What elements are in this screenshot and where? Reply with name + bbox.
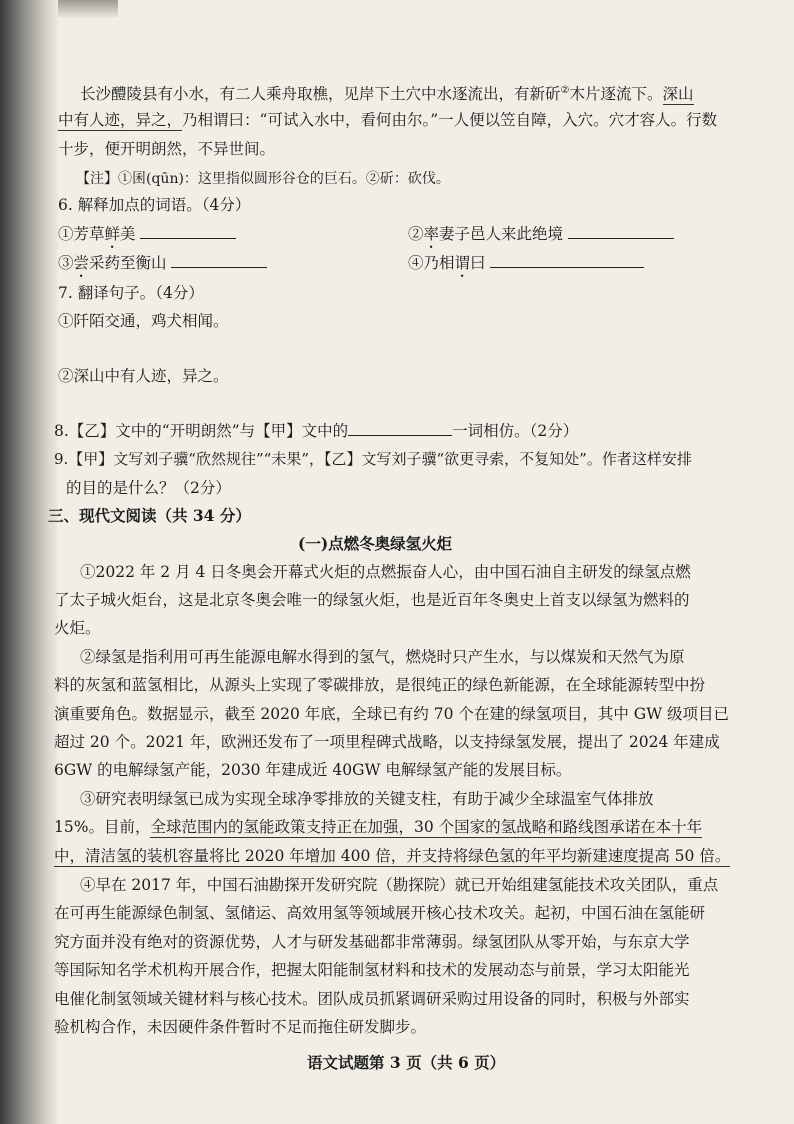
- question-text: 8.【乙】文中的“开明朗然”与【甲】文中的: [54, 422, 349, 440]
- question-7-sentence-1: ①阡陌交通，鸡犬相闻。: [58, 312, 229, 330]
- question-9-line-1: 9.【甲】文写刘子骥“欣然规往”“未果”，【乙】文写刘子骥“欲更寻索，不复知处”。作者这样安排: [54, 450, 692, 468]
- passage-text: 木片逐流下。: [569, 85, 663, 104]
- article-p3-line-2: [54, 816, 702, 838]
- passage-line-2: [58, 109, 717, 131]
- article-p2-line-3: 演重要角色。数据显示，截至 2020 年底，全球已有约 70 个在建的绿氢项目，其中 GW 级项目已: [54, 705, 730, 723]
- passage-note: 【注】①囷(qūn)：这里指似圆形谷仓的巨石。②斫：砍伐。: [76, 171, 450, 187]
- passage-line-3: 十步，便开明朗然，不异世间。: [58, 140, 276, 158]
- article-p2-line-1: ②绿氢是指利用可再生能源电解水得到的氢气，燃烧时只产生水，与以煤炭和天然气为原: [80, 648, 685, 666]
- question-6-item-2: [408, 223, 674, 252]
- article-p4-line-3: 究方面并没有绝对的资源优势，人才与研发基础都非常薄弱。绿氢团队从零开始，与东京大学: [54, 933, 690, 951]
- article-p4-line-6: 验机构合作，未因硬件条件暂时不足而拖住研发脚步。: [54, 1018, 427, 1036]
- article-p2-line-4: 超过 20 个。2021 年，欧洲还发布了一项里程碑式战略，以支持绿氢发展，提出了 2024 年建成: [54, 733, 720, 751]
- article-p2-line-2: 料的灰氢和蓝氢相比，从源头上实现了零碳排放，是很纯正的绿色新能源，在全球能源转型中扮: [54, 676, 706, 694]
- article-p4-line-1: ④早在 2017 年，中国石油勘探开发研究院（勘探院）就已开始组建氢能技术攻关团队，重点: [80, 876, 719, 894]
- article-p4-line-4: 等国际知名学术机构开展合作，把握太阳能制氢材料和技术的发展动态与前景，学习太阳能光: [54, 961, 690, 979]
- dotted-word: 谓: [454, 254, 471, 272]
- item-text: ④乃相: [408, 254, 455, 272]
- article-p1-line-3: 火炬。: [54, 619, 101, 637]
- dotted-word: 鲜: [104, 225, 121, 243]
- answer-blank[interactable]: [140, 224, 236, 239]
- article-p1-line-2: 了太子城火炬台，这是北京冬奥会唯一的绿氢火炬，也是近百年冬奥史上首支以绿氢为燃料的: [54, 591, 690, 609]
- passage-line-1: [80, 80, 694, 105]
- answer-blank[interactable]: [348, 421, 452, 436]
- article-text: 15%。目前，: [54, 818, 151, 836]
- page-footer: 语文试题第 3 页（共 6 页）: [307, 1053, 506, 1072]
- question-8: [54, 420, 578, 442]
- item-text: 妻子邑人来此绝境: [439, 225, 564, 243]
- question-7-sentence-2: ②深山中有人迹，异之。: [58, 367, 229, 385]
- item-text: ①芳草: [58, 225, 105, 243]
- item-text: 曰: [470, 254, 486, 272]
- passage-text: 乃相谓曰：“可试入水中，看何由尔。”一人便以笠自障，入穴。穴才容人。行数: [182, 111, 718, 129]
- question-6-item-4: [408, 252, 644, 281]
- underlined-text: 全球范围内的氢能政策支持正在加强，30 个国家的氢战略和路线图承诺在本十年: [150, 818, 703, 836]
- item-text: ②: [408, 225, 424, 243]
- answer-blank[interactable]: [568, 224, 674, 239]
- question-7-stem: 7. 翻译句子。（4分）: [58, 284, 204, 302]
- question-6-item-3: [58, 252, 267, 281]
- underlined-text: 中有人迹，异之，: [58, 111, 183, 129]
- underlined-text: 深山: [662, 85, 694, 104]
- question-6-item-1: [58, 223, 236, 252]
- passage-text: 长沙醴陵县有小水，有二人乘舟取樵，见岸下土穴中水逐流出，有新斫: [80, 85, 561, 104]
- article-p2-line-5: 6GW 的电解绿氢产能，2030 年建成近 40GW 电解绿氢产能的发展目标。: [54, 761, 572, 779]
- exam-page: [48, 0, 794, 1124]
- article-p1-line-1: ①2022 年 2 月 4 日冬奥会开幕式火炬的点燃振奋人心，由中国石油自主研发的绿氢点燃: [80, 563, 691, 581]
- article-p4-line-5: 电催化制氢领域关键材料与核心技术。团队成员抓紧调研采购过用设备的同时，积极与外部实: [54, 990, 690, 1008]
- dotted-word: 尝: [73, 254, 90, 272]
- article-title: (一)点燃冬奥绿氢火炬: [298, 534, 453, 553]
- item-text: 美: [120, 225, 136, 243]
- question-6-stem: 6. 解释加点的词语。（4分）: [58, 196, 251, 214]
- section-3-heading: 三、现代文阅读（共 34 分）: [48, 506, 251, 525]
- item-text: ③: [58, 254, 74, 272]
- underlined-text: 中，清洁氢的装机容量将比 2020 年增加 400 倍，并支持将绿色氢的年平均新建速度提高 50 倍。: [54, 847, 731, 865]
- question-9-line-2: 的目的是什么？（2分）: [66, 479, 231, 497]
- answer-blank[interactable]: [171, 253, 267, 268]
- question-text: 一词相仿。（2分）: [452, 422, 579, 440]
- article-p4-line-2: 在可再生能源绿色制氢、氢储运、高效用氢等领域展开核心技术攻关。起初，中国石油在氢能研: [54, 904, 706, 922]
- answer-blank[interactable]: [490, 253, 644, 268]
- dotted-word: 率: [423, 225, 440, 243]
- footnote-mark: ②: [560, 85, 570, 96]
- article-p3-line-3: [54, 845, 730, 867]
- article-p3-line-1: ③研究表明绿氢已成为实现全球净零排放的关键支柱，有助于减少全球温室气体排放: [80, 790, 654, 808]
- page-binding-edge: [0, 0, 58, 1124]
- item-text: 采药至衡山: [89, 254, 167, 272]
